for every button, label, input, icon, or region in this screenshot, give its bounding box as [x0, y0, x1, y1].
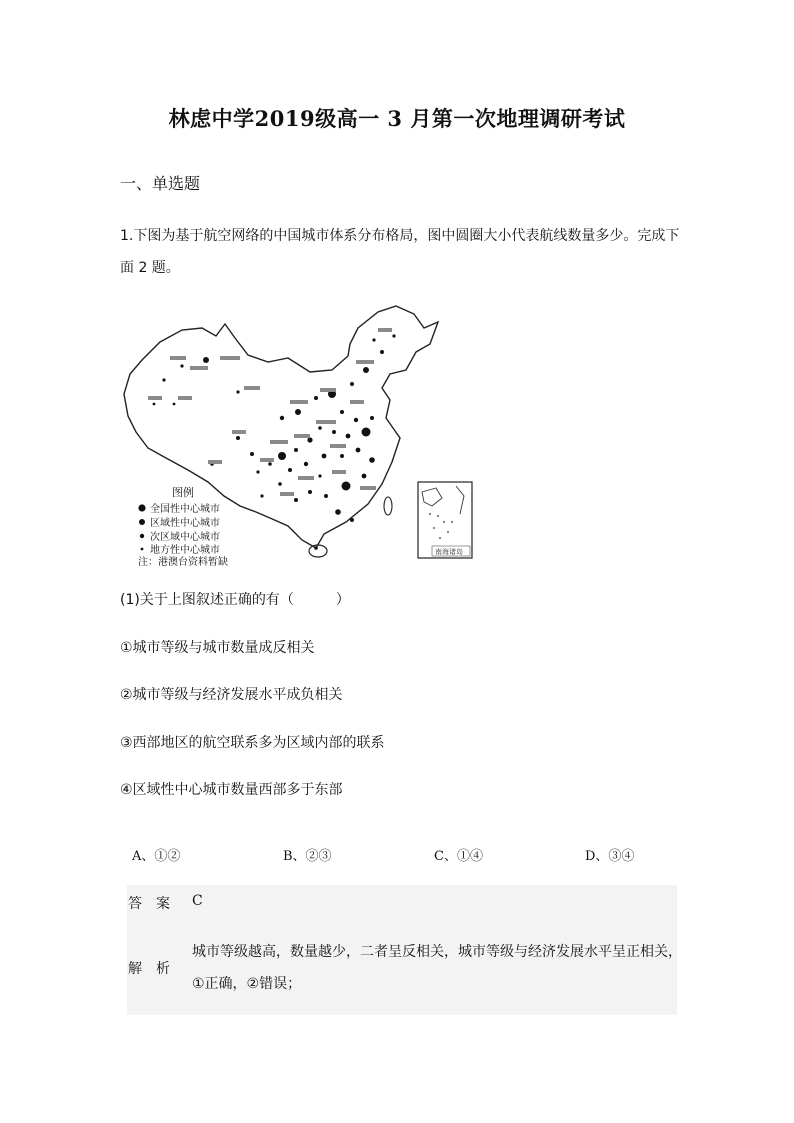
south-china-sea-inset [418, 482, 472, 558]
answer-value: C [192, 893, 203, 909]
question-stem-line2: 面 2 题。 [120, 260, 180, 276]
choice-b[interactable]: B、②③ [283, 849, 332, 864]
analysis-line1: 城市等级越高，数量越少，二者呈反相关，城市等级与经济发展水平呈正相关， [192, 944, 682, 960]
choice-c[interactable]: C、①④ [434, 849, 483, 864]
taiwan-island [384, 497, 392, 515]
section-heading: 一、单选题 [120, 174, 201, 193]
map-legend [138, 485, 228, 568]
analysis-label: 解析 [128, 961, 184, 977]
legend-note: 注：港澳台资料暂缺 [138, 557, 228, 568]
statement-4: ④区域性中心城市数量西部多于东部 [120, 782, 343, 798]
analysis-line2: ①正确，②错误； [192, 976, 302, 992]
legend-item-local: 地方性中心城市 [150, 545, 220, 556]
legend-title: 图例 [172, 486, 194, 499]
legend-marker-national [138, 504, 145, 511]
legend-marker-regional [139, 519, 145, 525]
sub-question: (1)关于上图叙述正确的有（ ） [120, 592, 350, 608]
answer-label: 答案 [128, 896, 184, 912]
legend-marker-subregional [140, 534, 144, 538]
choice-d[interactable]: D、③④ [585, 849, 635, 864]
hainan-island [309, 545, 327, 557]
legend-item-regional: 区域性中心城市 [150, 518, 220, 529]
place-name-marks [148, 328, 392, 496]
inset-label: 南海诸岛 [435, 548, 463, 556]
china-map-svg [120, 300, 475, 568]
statement-2: ②城市等级与经济发展水平成负相关 [120, 687, 343, 703]
question-stem-line1: 1.下图为基于航空网络的中国城市体系分布格局，图中圆圈大小代表航线数量多少。完成下 [120, 228, 680, 244]
legend-item-national: 全国性中心城市 [150, 504, 220, 515]
legend-marker-local [141, 548, 144, 551]
statement-3: ③西部地区的航空联系多为区域内部的联系 [120, 735, 385, 751]
page-title: 林虑中学2019级高一 3 月第一次地理调研考试 [168, 106, 626, 131]
choice-a[interactable]: A、①② [132, 849, 181, 864]
china-city-map-figure [120, 300, 475, 568]
statement-1: ①城市等级与城市数量成反相关 [120, 640, 315, 656]
legend-item-subregional: 次区域中心城市 [150, 532, 220, 543]
